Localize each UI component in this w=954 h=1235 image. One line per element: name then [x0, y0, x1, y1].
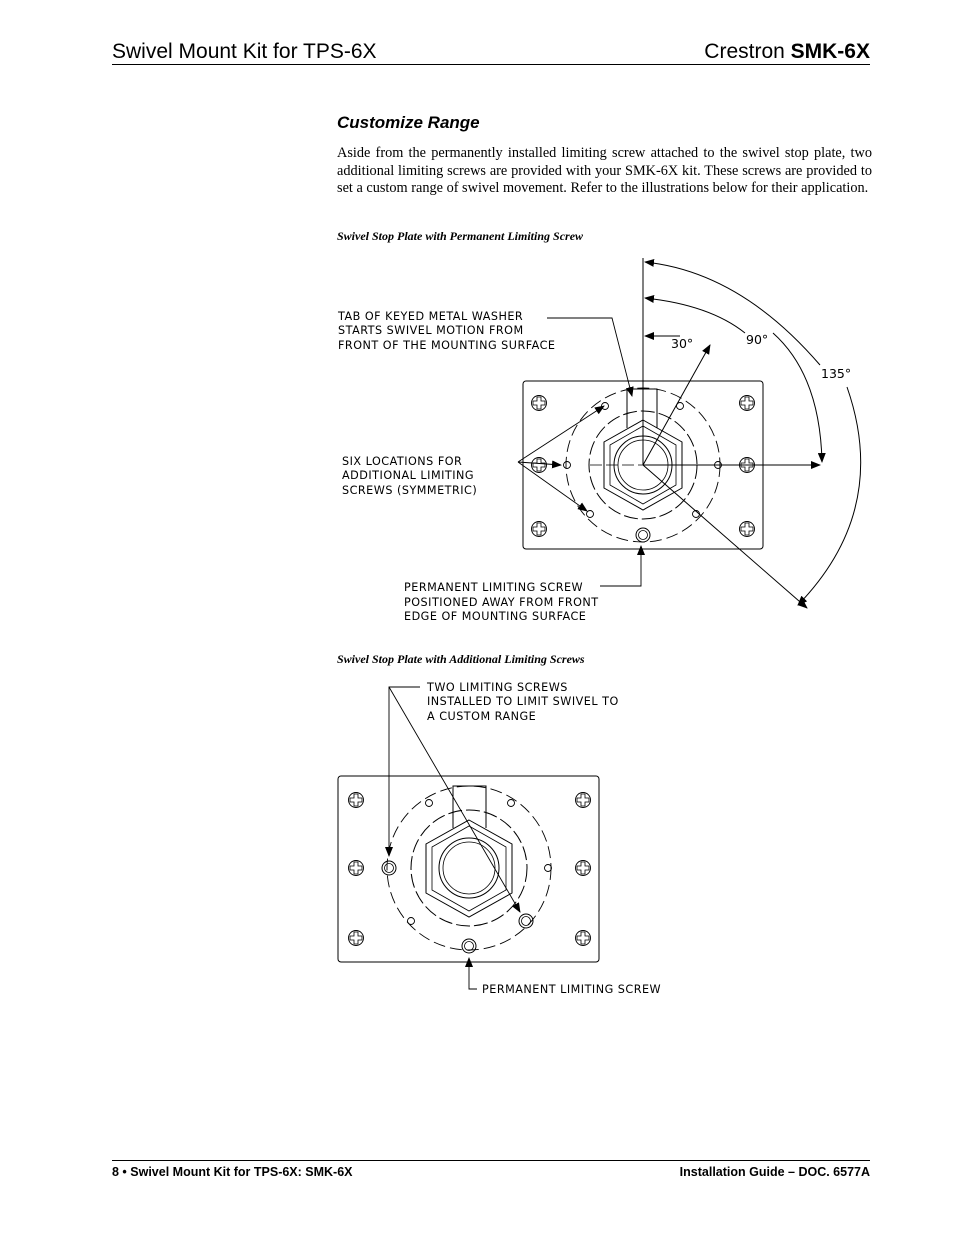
- figure1-drawing: [518, 258, 861, 608]
- angle-90-label: 90°: [746, 332, 769, 347]
- callout-two-line1: TWO LIMITING SCREWS: [427, 681, 568, 694]
- footer-left: 8 • Swivel Mount Kit for TPS-6X: SMK-6X: [112, 1165, 353, 1179]
- callout-permanent-line3: EDGE OF MOUNTING SURFACE: [404, 610, 587, 623]
- header-model: SMK-6X: [790, 40, 870, 63]
- section-paragraph: Aside from the permanently installed limiting screw attached to the swivel stop plate, two additional limiting screws are provided with your SMK-6X kit. These screws are provided to set a custom range of swivel movement. Refer to the illustrations below for their application.: [337, 145, 872, 197]
- callout-locations-line2: ADDITIONAL LIMITING: [342, 469, 475, 482]
- page-footer: [112, 1160, 870, 1179]
- callout-locations-line1: SIX LOCATIONS FOR: [342, 455, 463, 468]
- callout-washer-line1: TAB OF KEYED METAL WASHER: [338, 310, 524, 323]
- callout-permanent-line1: PERMANENT LIMITING SCREW: [404, 581, 584, 594]
- header-brand-name: Crestron: [704, 40, 791, 63]
- section-title: Customize Range: [337, 113, 480, 132]
- footer-right: Installation Guide – DOC. 6577A: [679, 1165, 870, 1179]
- figure2-caption: Swivel Stop Plate with Additional Limiting Screws: [337, 652, 585, 666]
- figure1-caption: Swivel Stop Plate with Permanent Limiting Screw: [337, 229, 584, 243]
- callout-permanent-line2: POSITIONED AWAY FROM FRONT: [404, 596, 599, 609]
- figure2-drawing: [338, 687, 599, 989]
- callout-locations-line3: SCREWS (SYMMETRIC): [342, 484, 478, 497]
- callout-washer-line2: STARTS SWIVEL MOTION FROM: [338, 324, 524, 337]
- header-title: Swivel Mount Kit for TPS-6X: [112, 40, 377, 63]
- callout-two-line2: INSTALLED TO LIMIT SWIVEL TO: [427, 695, 619, 708]
- callout-two-line3: A CUSTOM RANGE: [427, 710, 537, 723]
- angle-30-label: 30°: [671, 336, 694, 351]
- angle-135-label: 135°: [821, 366, 852, 381]
- callout-washer-line3: FRONT OF THE MOUNTING SURFACE: [338, 339, 556, 352]
- callout-permanent-screw: PERMANENT LIMITING SCREW: [482, 983, 662, 996]
